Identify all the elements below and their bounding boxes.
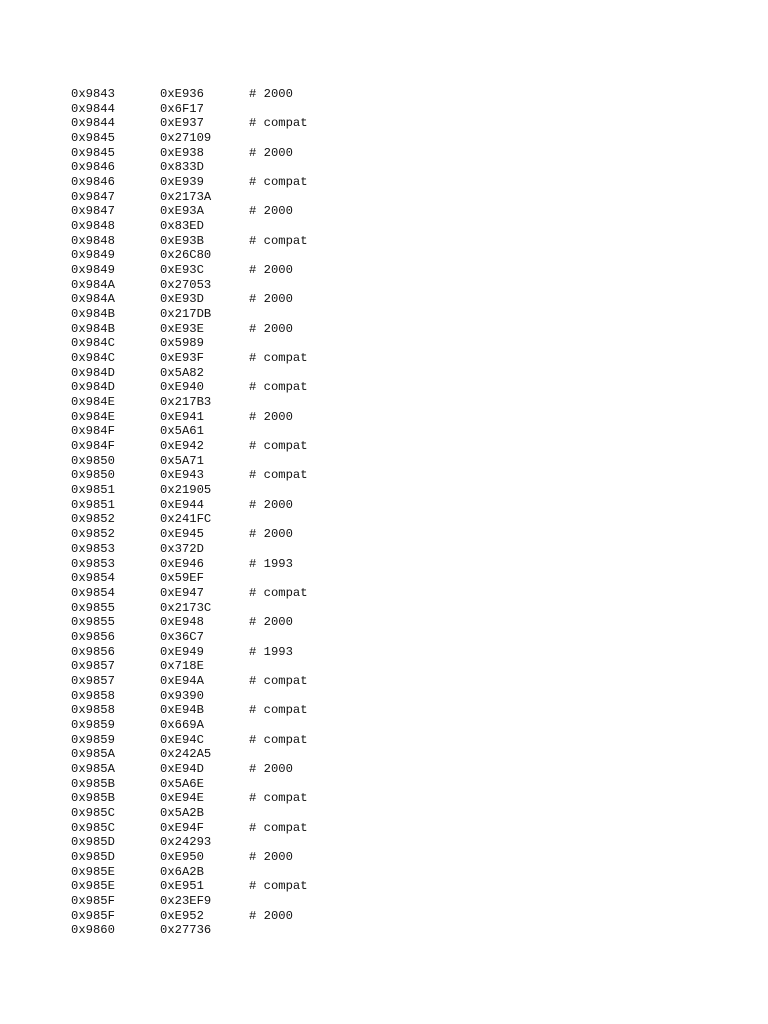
table-row <box>71 278 308 293</box>
target-code: 0xE94E <box>160 791 204 806</box>
comment: # 2000 <box>249 292 293 307</box>
table-row <box>71 498 308 513</box>
comment: # compat <box>249 879 308 894</box>
target-code: 0x217DB <box>160 307 212 322</box>
table-row <box>71 571 308 586</box>
source-code: 0x9843 <box>71 87 115 101</box>
source-code: 0x984A <box>71 277 115 292</box>
table-row <box>71 87 308 102</box>
source-code: 0x9845 <box>71 145 115 160</box>
target-code: 0xE93D <box>160 292 204 307</box>
table-row <box>71 190 308 205</box>
target-code: 0x27109 <box>160 131 212 146</box>
comment: # compat <box>249 585 308 600</box>
table-row <box>71 557 308 572</box>
comment: # compat <box>249 439 308 454</box>
target-code: 0x27053 <box>160 277 212 292</box>
target-code: 0xE94B <box>160 703 204 718</box>
target-code: 0xE936 <box>160 87 204 101</box>
table-row <box>71 630 308 645</box>
table-row <box>71 703 308 718</box>
target-code: 0xE946 <box>160 556 204 571</box>
source-code: 0x9844 <box>71 116 115 131</box>
target-code: 0xE951 <box>160 879 204 894</box>
table-row <box>71 601 308 616</box>
source-code: 0x984F <box>71 439 115 454</box>
table-row <box>71 248 308 263</box>
comment: # 2000 <box>249 145 293 160</box>
target-code: 0x372D <box>160 541 204 556</box>
target-code: 0xE952 <box>160 908 204 923</box>
comment: # compat <box>249 116 308 131</box>
source-code: 0x984C <box>71 336 115 351</box>
source-code: 0x984D <box>71 380 115 395</box>
target-code: 0xE93B <box>160 233 204 248</box>
source-code: 0x985C <box>71 820 115 835</box>
table-row <box>71 468 308 483</box>
table-row <box>71 777 308 792</box>
table-row <box>71 204 308 219</box>
target-code: 0xE940 <box>160 380 204 395</box>
table-row <box>71 351 308 366</box>
source-code: 0x9851 <box>71 497 115 512</box>
target-code: 0xE943 <box>160 468 204 483</box>
target-code: 0xE939 <box>160 175 204 190</box>
target-code: 0x59EF <box>160 571 204 586</box>
target-code: 0x27736 <box>160 923 212 938</box>
source-code: 0x9860 <box>71 923 115 938</box>
table-row <box>71 791 308 806</box>
table-row <box>71 175 308 190</box>
source-code: 0x984A <box>71 292 115 307</box>
source-code: 0x9845 <box>71 131 115 146</box>
source-code: 0x9855 <box>71 615 115 630</box>
source-code: 0x985A <box>71 747 115 762</box>
comment: # 2000 <box>249 908 293 923</box>
table-row <box>71 234 308 249</box>
comment: # compat <box>249 380 308 395</box>
source-code: 0x984B <box>71 321 115 336</box>
table-row <box>71 380 308 395</box>
table-row <box>71 395 308 410</box>
target-code: 0xE93F <box>160 351 204 366</box>
table-row <box>71 835 308 850</box>
comment: # 2000 <box>249 204 293 219</box>
source-code: 0x9856 <box>71 644 115 659</box>
comment: # 2000 <box>249 263 293 278</box>
table-row <box>71 146 308 161</box>
target-code: 0xE938 <box>160 145 204 160</box>
target-code: 0x718E <box>160 659 204 674</box>
target-code: 0xE94D <box>160 761 204 776</box>
target-code: 0xE948 <box>160 615 204 630</box>
target-code: 0xE94A <box>160 673 204 688</box>
target-code: 0xE949 <box>160 644 204 659</box>
source-code: 0x9856 <box>71 629 115 644</box>
source-code: 0x984B <box>71 307 115 322</box>
table-row <box>71 336 308 351</box>
table-row <box>71 116 308 131</box>
target-code: 0xE94F <box>160 820 204 835</box>
table-row <box>71 542 308 557</box>
target-code: 0x5A6E <box>160 776 204 791</box>
source-code: 0x9847 <box>71 189 115 204</box>
source-code: 0x985B <box>71 776 115 791</box>
table-row <box>71 718 308 733</box>
table-row <box>71 894 308 909</box>
table-row <box>71 909 308 924</box>
source-code: 0x9852 <box>71 527 115 542</box>
source-code: 0x9852 <box>71 512 115 527</box>
table-row <box>71 527 308 542</box>
target-code: 0x669A <box>160 717 204 732</box>
source-code: 0x985D <box>71 835 115 850</box>
table-row <box>71 366 308 381</box>
target-code: 0x24293 <box>160 835 212 850</box>
table-row <box>71 733 308 748</box>
target-code: 0xE944 <box>160 497 204 512</box>
source-code: 0x984E <box>71 409 115 424</box>
source-code: 0x9854 <box>71 585 115 600</box>
source-code: 0x985D <box>71 849 115 864</box>
table-row <box>71 102 308 117</box>
table-row <box>71 645 308 660</box>
table-row <box>71 879 308 894</box>
target-code: 0x5A2B <box>160 805 204 820</box>
source-code: 0x985F <box>71 908 115 923</box>
target-code: 0x23EF9 <box>160 893 212 908</box>
source-code: 0x984D <box>71 365 115 380</box>
target-code: 0x217B3 <box>160 395 212 410</box>
comment: # compat <box>249 673 308 688</box>
target-code: 0x242A5 <box>160 747 212 762</box>
target-code: 0xE945 <box>160 527 204 542</box>
source-code: 0x9854 <box>71 571 115 586</box>
comment: # 1993 <box>249 556 293 571</box>
source-code: 0x9857 <box>71 659 115 674</box>
table-row <box>71 160 308 175</box>
table-row <box>71 689 308 704</box>
target-code: 0xE937 <box>160 116 204 131</box>
target-code: 0x2173C <box>160 600 212 615</box>
target-code: 0xE950 <box>160 849 204 864</box>
source-code: 0x9849 <box>71 248 115 263</box>
target-code: 0xE93A <box>160 204 204 219</box>
comment: # compat <box>249 820 308 835</box>
target-code: 0xE93C <box>160 263 204 278</box>
source-code: 0x9853 <box>71 556 115 571</box>
table-row <box>71 821 308 836</box>
source-code: 0x9857 <box>71 673 115 688</box>
source-code: 0x9859 <box>71 732 115 747</box>
source-code: 0x984C <box>71 351 115 366</box>
source-code: 0x9850 <box>71 453 115 468</box>
source-code: 0x9858 <box>71 703 115 718</box>
table-row <box>71 307 308 322</box>
table-row <box>71 806 308 821</box>
table-row <box>71 850 308 865</box>
table-row <box>71 615 308 630</box>
comment: # compat <box>249 703 308 718</box>
comment: # compat <box>249 175 308 190</box>
target-code: 0xE942 <box>160 439 204 454</box>
target-code: 0xE93E <box>160 321 204 336</box>
source-code: 0x9848 <box>71 219 115 234</box>
table-row <box>71 410 308 425</box>
table-row <box>71 424 308 439</box>
target-code: 0x5A61 <box>160 424 204 439</box>
target-code: 0xE941 <box>160 409 204 424</box>
target-code: 0x241FC <box>160 512 212 527</box>
source-code: 0x9846 <box>71 160 115 175</box>
table-row <box>71 483 308 498</box>
source-code: 0x9858 <box>71 688 115 703</box>
comment: # 2000 <box>249 761 293 776</box>
table-row <box>71 923 308 938</box>
mapping-table <box>71 87 308 938</box>
table-row <box>71 219 308 234</box>
source-code: 0x984F <box>71 424 115 439</box>
target-code: 0x36C7 <box>160 629 204 644</box>
source-code: 0x985F <box>71 893 115 908</box>
comment: # 2000 <box>249 321 293 336</box>
table-row <box>71 439 308 454</box>
comment: # 2000 <box>249 527 293 542</box>
target-code: 0x5A82 <box>160 365 204 380</box>
table-row <box>71 586 308 601</box>
comment: # compat <box>249 233 308 248</box>
target-code: 0x5A71 <box>160 453 204 468</box>
source-code: 0x9855 <box>71 600 115 615</box>
table-row <box>71 512 308 527</box>
comment: # 2000 <box>249 615 293 630</box>
target-code: 0x83ED <box>160 219 204 234</box>
target-code: 0x5989 <box>160 336 204 351</box>
comment: # compat <box>249 468 308 483</box>
source-code: 0x9851 <box>71 483 115 498</box>
source-code: 0x9844 <box>71 101 115 116</box>
comment: # 1993 <box>249 644 293 659</box>
source-code: 0x985E <box>71 864 115 879</box>
comment: # compat <box>249 732 308 747</box>
source-code: 0x9847 <box>71 204 115 219</box>
comment: # 2000 <box>249 497 293 512</box>
target-code: 0x26C80 <box>160 248 212 263</box>
comment: # compat <box>249 351 308 366</box>
target-code: 0x9390 <box>160 688 204 703</box>
target-code: 0x2173A <box>160 189 212 204</box>
source-code: 0x985C <box>71 805 115 820</box>
target-code: 0x6A2B <box>160 864 204 879</box>
source-code: 0x9859 <box>71 717 115 732</box>
target-code: 0x6F17 <box>160 101 204 116</box>
source-code: 0x985B <box>71 791 115 806</box>
target-code: 0x21905 <box>160 483 212 498</box>
table-row <box>71 747 308 762</box>
source-code: 0x9850 <box>71 468 115 483</box>
source-code: 0x985A <box>71 761 115 776</box>
table-row <box>71 454 308 469</box>
table-row <box>71 292 308 307</box>
table-row <box>71 263 308 278</box>
table-row <box>71 322 308 337</box>
target-code: 0xE947 <box>160 585 204 600</box>
comment: # 2000 <box>249 849 293 864</box>
target-code: 0xE94C <box>160 732 204 747</box>
table-row <box>71 659 308 674</box>
table-row <box>71 865 308 880</box>
source-code: 0x985E <box>71 879 115 894</box>
source-code: 0x9849 <box>71 263 115 278</box>
comment: # 2000 <box>249 409 293 424</box>
table-row <box>71 674 308 689</box>
comment: # compat <box>249 791 308 806</box>
source-code: 0x9846 <box>71 175 115 190</box>
source-code: 0x9848 <box>71 233 115 248</box>
source-code: 0x9853 <box>71 541 115 556</box>
source-code: 0x984E <box>71 395 115 410</box>
comment: # 2000 <box>249 87 293 101</box>
target-code: 0x833D <box>160 160 204 175</box>
table-row <box>71 762 308 777</box>
table-row <box>71 131 308 146</box>
